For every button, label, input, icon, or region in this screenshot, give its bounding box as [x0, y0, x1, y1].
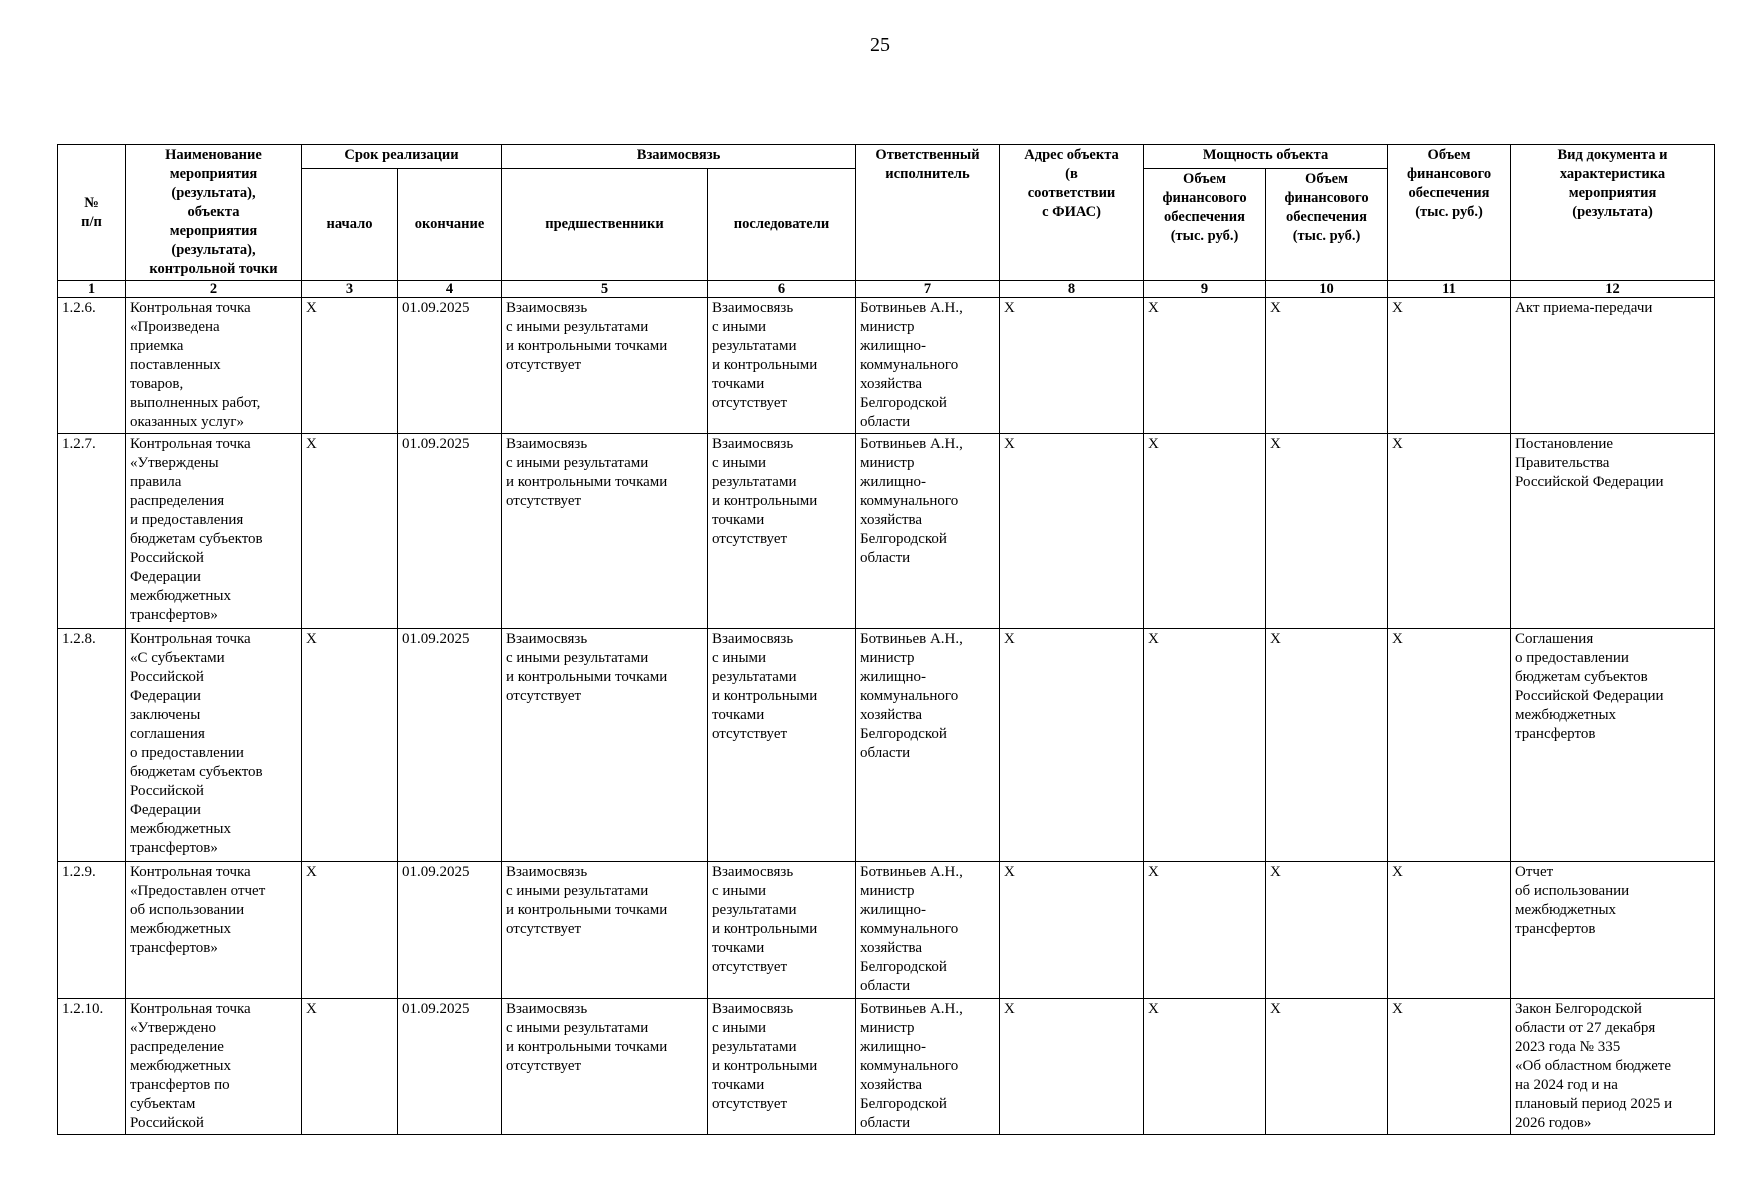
row-document: Закон Белгородской области от 27 декабря 2023 года № 335 «Об областном бюджете на 2024 год и на плановый период 2025 и 2026 годов» [1511, 999, 1715, 1135]
col-num-4: 4 [398, 281, 502, 298]
row-predecessors: Взаимосвязь с иными результатами и контрольными точками отсутствует [502, 862, 708, 999]
row-predecessors: Взаимосвязь с иными результатами и контрольными точками отсутствует [502, 999, 708, 1135]
row-end: 01.09.2025 [398, 629, 502, 862]
col-num-2: 2 [126, 281, 302, 298]
col-num-12: 12 [1511, 281, 1715, 298]
header-predecessors: предшественники [502, 169, 708, 281]
table-row [58, 999, 1715, 1135]
row-col-10: X [1266, 298, 1388, 434]
col-num-1: 1 [58, 281, 126, 298]
row-address: X [1000, 862, 1144, 999]
row-document: Акт приема-передачи [1511, 298, 1715, 434]
row-col-10: X [1266, 862, 1388, 999]
row-document: Постановление Правительства Российской Федерации [1511, 434, 1715, 629]
row-document: Соглашения о предоставлении бюджетам субъектов Российской Федерации межбюджетных трансфертов [1511, 629, 1715, 862]
header-fin-9: Объем финансового обеспечения (тыс. руб.) [1144, 169, 1266, 281]
row-col-11: X [1388, 862, 1511, 999]
row-end: 01.09.2025 [398, 999, 502, 1135]
col-num-5: 5 [502, 281, 708, 298]
col-num-11: 11 [1388, 281, 1511, 298]
row-address: X [1000, 629, 1144, 862]
row-num: 1.2.6. [58, 298, 126, 434]
row-predecessors: Взаимосвязь с иными результатами и контрольными точками отсутствует [502, 434, 708, 629]
row-responsible: Ботвиньев А.Н., министр жилищно- коммунального хозяйства Белгородской области [856, 434, 1000, 629]
header-fin-10: Объем финансового обеспечения (тыс. руб.) [1266, 169, 1388, 281]
table-row [58, 298, 1715, 434]
row-num: 1.2.10. [58, 999, 126, 1135]
header-fin-11: Объем финансового обеспечения (тыс. руб.) [1388, 145, 1511, 281]
row-col-9: X [1144, 862, 1266, 999]
row-end: 01.09.2025 [398, 298, 502, 434]
row-predecessors: Взаимосвязь с иными результатами и контрольными точками отсутствует [502, 629, 708, 862]
row-document: Отчет об использовании межбюджетных трансфертов [1511, 862, 1715, 999]
row-start: X [302, 999, 398, 1135]
row-name: Контрольная точка «Утверждено распределение межбюджетных трансфертов по субъектам Российской [126, 999, 302, 1135]
row-name: Контрольная точка «Утверждены правила распределения и предоставления бюджетам субъектов Российской Федерации межбюджетных трансфертов» [126, 434, 302, 629]
row-name: Контрольная точка «С субъектами Российской Федерации заключены соглашения о предоставлении бюджетам субъектов Российской Федерации межбюджетных трансфертов» [126, 629, 302, 862]
table-row [58, 434, 1715, 629]
row-predecessors: Взаимосвязь с иными результатами и контрольными точками отсутствует [502, 298, 708, 434]
row-start: X [302, 298, 398, 434]
row-col-9: X [1144, 999, 1266, 1135]
row-col-10: X [1266, 629, 1388, 862]
row-col-11: X [1388, 298, 1511, 434]
col-num-10: 10 [1266, 281, 1388, 298]
row-responsible: Ботвиньев А.Н., министр жилищно- коммунального хозяйства Белгородской области [856, 298, 1000, 434]
row-successors: Взаимосвязь с иными результатами и контрольными точками отсутствует [708, 434, 856, 629]
row-col-11: X [1388, 434, 1511, 629]
row-col-10: X [1266, 999, 1388, 1135]
header-start: начало [302, 169, 398, 281]
row-name: Контрольная точка «Произведена приемка поставленных товаров, выполненных работ, оказанных услуг» [126, 298, 302, 434]
row-address: X [1000, 999, 1144, 1135]
header-end: окончание [398, 169, 502, 281]
row-successors: Взаимосвязь с иными результатами и контрольными точками отсутствует [708, 629, 856, 862]
row-start: X [302, 862, 398, 999]
header-name: Наименование мероприятия (результата), объекта мероприятия (результата), контрольной точки [126, 145, 302, 281]
row-col-11: X [1388, 999, 1511, 1135]
row-num: 1.2.9. [58, 862, 126, 999]
header-responsible: Ответственный исполнитель [856, 145, 1000, 281]
row-start: X [302, 434, 398, 629]
row-end: 01.09.2025 [398, 434, 502, 629]
row-end: 01.09.2025 [398, 862, 502, 999]
row-successors: Взаимосвязь с иными результатами и контрольными точками отсутствует [708, 862, 856, 999]
header-term: Срок реализации [302, 145, 502, 169]
row-start: X [302, 629, 398, 862]
header-successors: последователи [708, 169, 856, 281]
row-col-9: X [1144, 434, 1266, 629]
col-num-9: 9 [1144, 281, 1266, 298]
table-row [58, 629, 1715, 862]
header-num: № п/п [58, 145, 126, 281]
row-num: 1.2.8. [58, 629, 126, 862]
row-responsible: Ботвиньев А.Н., министр жилищно- коммунального хозяйства Белгородской области [856, 999, 1000, 1135]
row-col-9: X [1144, 629, 1266, 862]
row-successors: Взаимосвязь с иными результатами и контрольными точками отсутствует [708, 298, 856, 434]
row-responsible: Ботвиньев А.Н., министр жилищно- коммунального хозяйства Белгородской области [856, 862, 1000, 999]
col-num-6: 6 [708, 281, 856, 298]
row-col-10: X [1266, 434, 1388, 629]
row-address: X [1000, 434, 1144, 629]
table-row [58, 862, 1715, 999]
plan-table [57, 144, 1715, 1135]
row-num: 1.2.7. [58, 434, 126, 629]
row-col-9: X [1144, 298, 1266, 434]
col-num-8: 8 [1000, 281, 1144, 298]
page-number: 25 [870, 34, 890, 56]
row-name: Контрольная точка «Предоставлен отчет об использовании межбюджетных трансфертов» [126, 862, 302, 999]
row-successors: Взаимосвязь с иными результатами и контрольными точками отсутствует [708, 999, 856, 1135]
row-responsible: Ботвиньев А.Н., министр жилищно- коммунального хозяйства Белгородской области [856, 629, 1000, 862]
header-address: Адрес объекта (в соответствии с ФИАС) [1000, 145, 1144, 281]
row-col-11: X [1388, 629, 1511, 862]
header-document: Вид документа и характеристика мероприятия (результата) [1511, 145, 1715, 281]
header-link: Взаимосвязь [502, 145, 856, 169]
col-num-3: 3 [302, 281, 398, 298]
col-num-7: 7 [856, 281, 1000, 298]
header-power: Мощность объекта [1144, 145, 1388, 169]
row-address: X [1000, 298, 1144, 434]
